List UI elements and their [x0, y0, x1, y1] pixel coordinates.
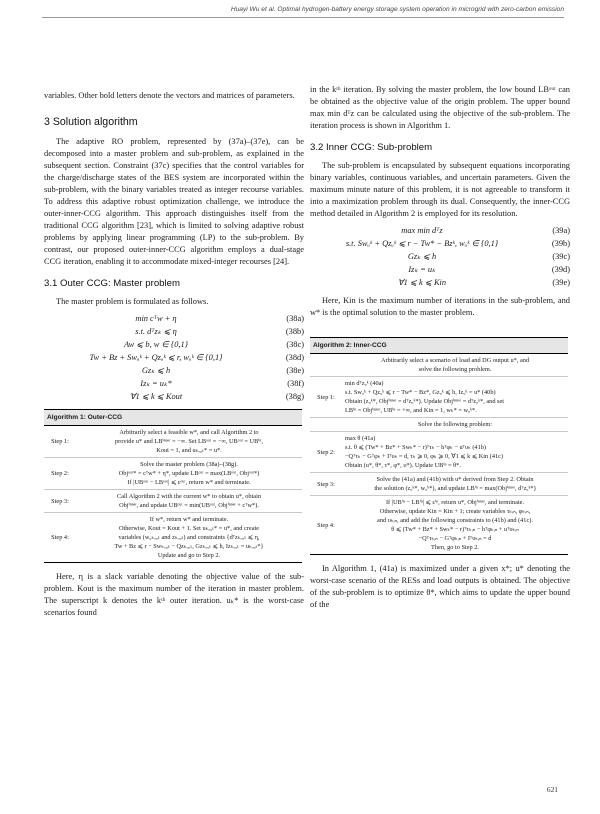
- algorithm-row: [310, 354, 568, 377]
- step-label: Step 2:: [44, 458, 76, 490]
- equation: Gzₖ ⩽ h (39c): [407, 252, 570, 261]
- equation: Tw + Bz + Swᵤᵏ + Qzᵤᵏ ⩽ r, wᵤᵏ ∈ {0,1} (38d): [89, 353, 304, 362]
- algorithm-row: [44, 490, 302, 513]
- paragraph-master-intro: The master problem is formulated as follows.: [56, 297, 209, 306]
- algorithm-row: [44, 458, 302, 490]
- equation: min cᵀw + η (38a): [135, 314, 304, 323]
- algorithm-row: [310, 496, 568, 555]
- algorithm-row: [310, 473, 568, 496]
- subsection-heading-outer-ccg: 3.1 Outer CCG: Master problem: [44, 278, 180, 289]
- algorithm-row: [310, 418, 568, 432]
- algorithm-2-table: [310, 337, 568, 555]
- algorithm-row: [44, 426, 302, 458]
- paragraph-slack-variable: Here, η is a slack variable denoting the objective value of the sub-problem. Kout is the maximum number of the iteration in master problem. The superscript k denotes the kᵗʰ outer iteration. uₖ* is the worst-case scenarios found: [44, 572, 304, 617]
- right-column: [310, 84, 570, 611]
- step-content: min dᵀzᵤᵏ (40a) s.t. Swᵤᵏ + Qzᵤᵏ ⩽ r − Tw* − Bz*, Gzᵤᵏ ⩽ h, Izᵤᵏ = u* (40b) Obtain (zᵤᵏ*, Objⁱⁿⁿᵉʳ = dᵀzᵤᵏ*). Update Objⁱⁿⁿᵉʳ = dᵀzᵤᵏ*, and set LBⁱⁿ = Objⁱⁿⁿᵉʳ, UBⁱⁿ = +∞, and Kin = 1, wₖ* = wᵤᵏ*.: [342, 377, 568, 418]
- paragraph-continued-right: in the kᵗʰ iteration. By solving the master problem, the low bound LBᵒᵘᵗ can be obtained as the objective value of the origin problem. The upper bound max min dᵀz can be calculated using the objective of the sub-problem. The iteration process is shown in Algorithm 1.: [310, 85, 570, 130]
- step-label: Step 1:: [44, 426, 76, 458]
- step-label: [310, 354, 342, 377]
- step-content: If w*, return w* and terminate. Otherwise, Kout = Kout + 1. Set uₖₒᵤₜ* = u*, and create variables (wᵤₖₒᵤₜ and zₖₒᵤₜ) and constraints {dᵀzₖₒᵤₜ ⩽ η, Tw + Bz ⩽ r − Swₖₒᵤₜ − Qzₖₒᵤₜ, Gzₖₒᵤₜ ⩽ h, Izₖₒᵤₜ = uₖₒᵤₜ*} Update and go to Step 2.: [76, 513, 302, 563]
- equation: Izₖ = uₖ* (38f): [140, 379, 304, 388]
- step-content: Arbitrarily select a scenario of load and DG output u*, and solve the following problem.: [342, 354, 568, 377]
- equation: s.t. dᵀzₖ ⩽ η (38b): [135, 327, 304, 336]
- page-number: 621: [546, 785, 558, 794]
- step-label: Step 1:: [310, 377, 342, 418]
- step-content: Solve the following problem:: [342, 418, 568, 432]
- subsection-heading-inner-ccg: 3.2 Inner CCG: Sub-problem: [310, 142, 433, 153]
- step-content: Solve the (41a) and (41b) with u* derived from Step 2. Obtain the solution (zᵤᵏ*, wᵤᵏ*), and update LBⁱⁿ = max(Objⁱⁿⁿᵉʳ, dᵀzᵤᵏ*): [342, 473, 568, 496]
- algorithm-title: Algorithm 2: Inner-CCG: [310, 338, 568, 354]
- step-label: Step 3:: [310, 473, 342, 496]
- equation: Izₖ = uₖ (39d): [408, 265, 570, 274]
- paragraph-solution-algorithm: The adaptive RO problem, represented by (37a)–(37e), can be decomposed into a master problem and sub-problem, as explained in the subsequent section. Constraint (37c) specifies that the control variables for the charge/discharge states of the BES system are incorporated within the sub-problem, with the binary variables treated as integer recourse variables. To address this adaptive robust optimization challenge, we introduce the outer-inner-CCG algorithm. This approach distinguishes itself from the traditional CCG algorithm [23], which is limited to solving adaptive robust problems by applying linear programming (LP) to the sub-problem. By contrast, our proposed outer-inner-CCG algorithm employs a dual-stage CCG iteration, enabling it to accommodate mixed-integer recourses [24].: [44, 137, 304, 266]
- equation-block-38: [44, 312, 304, 403]
- equation: Aw ⩽ b, w ∈ {0,1} (38c): [123, 340, 304, 349]
- equation: s.t. Swᵤᵏ + Qzᵤᵏ ⩽ r − Tw* − Bzᵏ, wᵤᵏ ∈ {0,1} (39b): [345, 239, 570, 248]
- left-column: [44, 90, 304, 619]
- equation: ∀1 ⩽ k ⩽ Kout (38g): [129, 392, 304, 401]
- running-header: Huayi Wu et al. Optimal hydrogen-battery energy storage system operation in microgrid with zero-carbon emission: [230, 6, 564, 13]
- paragraph-algorithm-explanation: In Algorithm 1, (41a) is maximized under a given x*; u* denoting the worst-case scenario of the RESs and load outputs is obtained. The objective of the sub-problem is to optimize θ*, which aims to update the upper bound of the: [310, 564, 570, 609]
- algorithm-title: Algorithm 1: Outer-CCG: [44, 410, 302, 426]
- algorithm-row: [310, 432, 568, 473]
- paragraph-sub-problem: The sub-problem is encapsulated by subsequent equations incorporating binary variables, continuous variables, and uncertain parameters. Given the maximum minute nature of this problem, it is not agreeable to transform it into a maximization problem through its dual. Consequently, the inner-CCG method detailed in Algorithm 2 is employed for its resolution.: [310, 161, 570, 218]
- step-content: max θ (41a) s.t. θ ⩽ (Tw* + Bz* + Swₖ* − r)ᵀτₖ − hᵀφₖ − uᵀυₖ (41b) −Qᵀτₖ − Gᵀφₖ + Iᵀυₖ = d, τₖ ⩾ 0, φₖ ⩾ 0, ∀1 ⩽ k ⩽ Kin (41c) Obtain (u*, θ*, τ*, φ*, υ*). Update UBⁱⁿ = θ*.: [342, 432, 568, 473]
- step-label: Step 4:: [44, 513, 76, 563]
- step-label: Step 4:: [310, 496, 342, 555]
- equation: Gzₖ ⩽ h (38e): [141, 366, 304, 375]
- equation: max min dᵀz (39a): [401, 226, 570, 235]
- equation-block-39: [310, 224, 570, 289]
- paragraph-kin: Here, Kin is the maximum number of iterations in the sub-problem, and w* is the optimal solution to the master problem.: [310, 296, 570, 317]
- step-content: Solve the master problem (38a)–(38g). Objᵒᵘᵗ* = cᵀw* + η*, update LBᵒᵘᵗ = max(LBᵒᵘᵗ, Objᵒᵘᵗ*) If |UBᵒᵘᵗ − LBᵒᵘᵗ| ⩽ εᵒᵘᵗ, return w* and terminate.: [76, 458, 302, 490]
- equation: ∀1 ⩽ k ⩽ Kin (39e): [397, 278, 570, 287]
- algorithm-row: [44, 513, 302, 563]
- step-content: Arbitrarily select a feasible w*, and call Algorithm 2 to provide u* and LBⁱⁿⁿᵉʳ = −∞. Set LBᵒᵘᵗ = −∞, UBᵒᵘᵗ = UBⁱⁿ, Kout = 1, and uₖₒᵤₜ* = u*.: [76, 426, 302, 458]
- paragraph-continued: variables. Other bold letters denote the vectors and matrices of parameters.: [44, 91, 295, 100]
- algorithm-1-table: [44, 409, 302, 563]
- step-content: Call Algorithm 2 with the current w* to obtain u*, obtain Objⁱⁿⁿᵉʳ, and update UBᵒᵘᵗ = min(UBᵒᵘᵗ, Objⁱⁿⁿᵉʳ + cᵀw*).: [76, 490, 302, 513]
- step-content: If |UBⁱⁿ − LBⁱⁿ| ⩽ εⁱⁿ, return u*, Objⁱⁿⁿᵉʳ, and terminate. Otherwise, update Kin = Kin + 1; create variables τₖᵢₙ, φₖᵢₙ, and υₖᵢₙ, and add the following constraints to (41b) and (41c). θ ⩽ (Tw* + Bz* + Swₖ* − r)ᵀτₖᵢₙ − hᵀφₖᵢₙ + uᵀυₖᵢₙ −Qᵀτₖᵢₙ − Gᵀφₖᵢₙ + Iᵀυₖᵢₙ = d Then, go to Step 2.: [342, 496, 568, 555]
- step-label: Step 3:: [44, 490, 76, 513]
- header-rule: [42, 17, 564, 18]
- step-label: [310, 418, 342, 432]
- step-label: Step 2:: [310, 432, 342, 473]
- algorithm-row: [310, 377, 568, 418]
- section-heading: 3 Solution algorithm: [44, 116, 138, 128]
